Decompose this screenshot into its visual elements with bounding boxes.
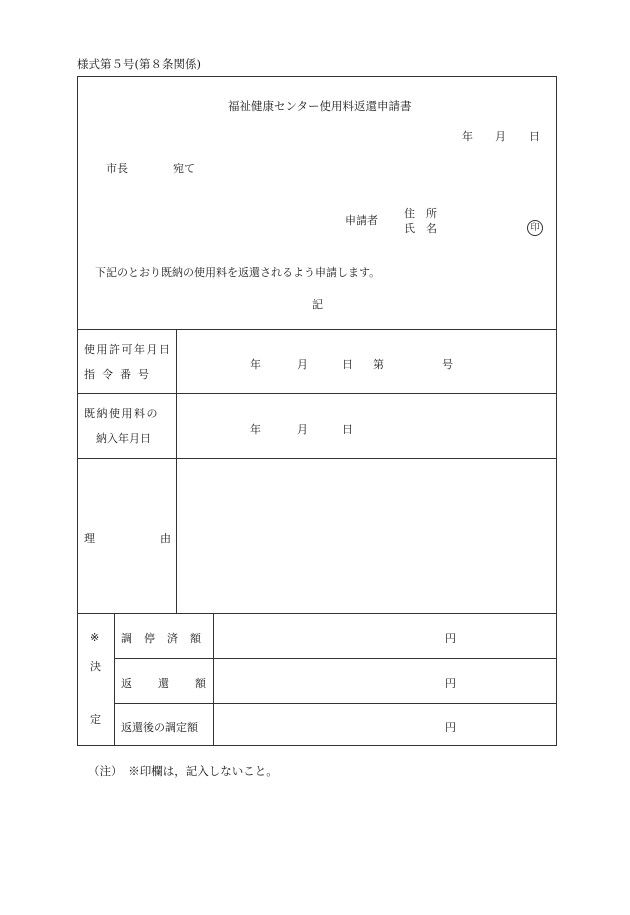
- paid-label-line2: 納入年月日: [96, 432, 151, 445]
- rule-permit-bottom: [77, 393, 557, 394]
- date-day: 日: [529, 130, 540, 143]
- rule-decision-2: [114, 703, 557, 704]
- recipient-mayor: 市長: [106, 162, 128, 175]
- rule-reason-bottom: [77, 613, 557, 614]
- refund-amount-label: 返還額: [121, 677, 232, 690]
- request-text: 下記のとおり既納の使用料を返還されるよう申請します。: [95, 266, 381, 279]
- rule-header-bottom: [77, 329, 557, 330]
- form-title: 福祉健康センター使用料返還申請書: [228, 99, 412, 113]
- paid-month: 月: [297, 423, 308, 436]
- post-refund-amount-unit: 円: [445, 721, 456, 734]
- adjusted-amount-unit: 円: [445, 632, 456, 645]
- recipient-addressed: 宛て: [173, 162, 195, 175]
- reason-label-left: 理: [84, 532, 95, 545]
- reason-label-right: 由: [160, 532, 171, 545]
- ki-heading: 記: [312, 298, 323, 311]
- form-number-label: 様式第５号(第８条関係): [77, 57, 201, 71]
- permit-go: 号: [442, 358, 453, 371]
- post-refund-amount-label: 返還後の調定額: [121, 721, 198, 734]
- paid-year: 年: [250, 423, 261, 436]
- permit-year: 年: [250, 358, 261, 371]
- decision-tei: 定: [90, 713, 101, 726]
- permit-label-line2: 指令番号: [84, 368, 156, 381]
- rule-decision-1: [114, 658, 557, 659]
- rule-decision-mark-column: [114, 613, 115, 746]
- paid-day: 日: [342, 423, 353, 436]
- paid-label-line1: 既納使用料の: [84, 407, 159, 420]
- adjusted-amount-label: 調停済額: [121, 632, 213, 645]
- decision-ketsu: 決: [90, 660, 101, 673]
- date-year: 年: [462, 130, 473, 143]
- applicant-label: 申請者: [345, 214, 378, 227]
- date-month: 月: [495, 130, 506, 143]
- applicant-address-label: 住 所: [404, 207, 437, 220]
- decision-mark: ※: [90, 631, 100, 644]
- rule-label-column: [176, 329, 177, 613]
- permit-label-line1: 使用許可年月日: [84, 343, 172, 356]
- seal-mark: 印: [527, 220, 543, 236]
- permit-month: 月: [297, 358, 308, 371]
- rule-paid-bottom: [77, 458, 557, 459]
- refund-amount-unit: 円: [445, 677, 456, 690]
- applicant-name-label: 氏 名: [404, 222, 437, 235]
- permit-day: 日: [342, 358, 353, 371]
- footnote: （注） ※印欄は，記入しないこと。: [88, 764, 278, 778]
- permit-dai: 第: [373, 358, 384, 371]
